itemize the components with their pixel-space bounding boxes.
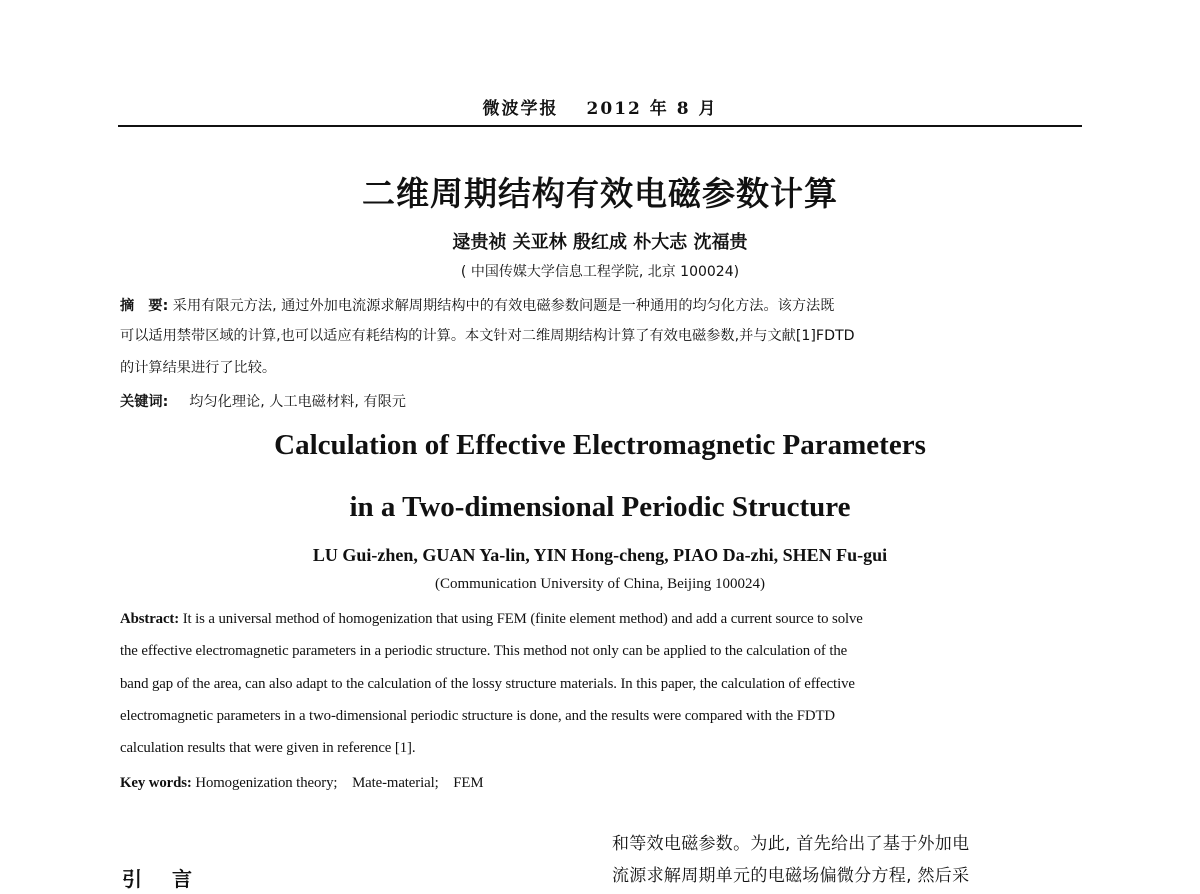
- title-en-line-1: Calculation of Effective Electromagnetic Parameters: [274, 429, 926, 461]
- body-text-line-1: 和等效电磁参数。为此, 首先给出了基于外加电: [612, 834, 970, 854]
- section-heading-introduction: 引 言: [122, 867, 192, 891]
- issue-date: 2012 年 8 月: [586, 99, 718, 119]
- abstract-cn-line-3: 的计算结果进行了比较。: [120, 360, 277, 376]
- abstract-cn-line-2: 可以适用禁带区域的计算,也可以适应有耗结构的计算。本文针对二维周期结构计算了有效电磁参数,并与文献[1]FDTD: [120, 328, 855, 344]
- abstract-en-line-2: the effective electromagnetic parameters in a periodic structure. This method not only can be applied to the calculation of the: [120, 643, 848, 659]
- header-rule: [118, 125, 1082, 127]
- abstract-en-text: It is a universal method of homogenization that using FEM (finite element method) and add a current source to solve: [182, 611, 863, 627]
- keywords-cn: [120, 391, 1080, 411]
- abstract-cn-line-1: [120, 295, 1080, 315]
- keywords-cn-text: 均匀化理论, 人工电磁材料, 有限元: [189, 394, 406, 410]
- title-en-line-2: in a Two-dimensional Periodic Structure: [349, 491, 851, 523]
- keywords-en-label: Key words:: [120, 775, 192, 791]
- authors-cn: 逯贵祯 关亚林 殷红成 朴大志 沈福贵: [452, 232, 748, 253]
- journal-name: 微波学报: [482, 99, 559, 119]
- keywords-en-text: Homogenization theory; Mate-material; FEM: [195, 775, 484, 791]
- abstract-en-line-3: band gap of the area, can also adapt to the calculation of the lossy structure materials. In this paper, the calculation of effective: [120, 676, 855, 692]
- abstract-cn-text: 采用有限元方法, 通过外加电流源求解周期结构中的有效电磁参数问题是一种通用的均匀化方法。该方法既: [172, 298, 835, 314]
- abstract-en-line-4: electromagnetic parameters in a two-dimensional periodic structure is done, and the results were compared with the FDTD: [120, 708, 835, 724]
- abstract-en-label: Abstract:: [120, 611, 180, 627]
- affiliation-en: (Communication University of China, Beijing 100024): [435, 576, 765, 592]
- body-text-line-2: 流源求解周期单元的电磁场偏微分方程, 然后采: [612, 866, 970, 886]
- abstract-en-line-1: [120, 611, 863, 628]
- title-cn: 二维周期结构有效电磁参数计算: [362, 174, 838, 213]
- abstract-cn-label: 摘 要:: [120, 298, 169, 314]
- abstract-en-line-5: calculation results that were given in reference [1].: [120, 740, 416, 756]
- running-header: [0, 94, 1200, 119]
- authors-en: LU Gui-zhen, GUAN Ya-lin, YIN Hong-cheng, PIAO Da-zhi, SHEN Fu-gui: [312, 545, 888, 565]
- keywords-en: [120, 771, 483, 792]
- keywords-cn-label: 关键词:: [120, 394, 169, 410]
- affiliation-cn: ( 中国传媒大学信息工程学院, 北京 100024): [460, 264, 740, 280]
